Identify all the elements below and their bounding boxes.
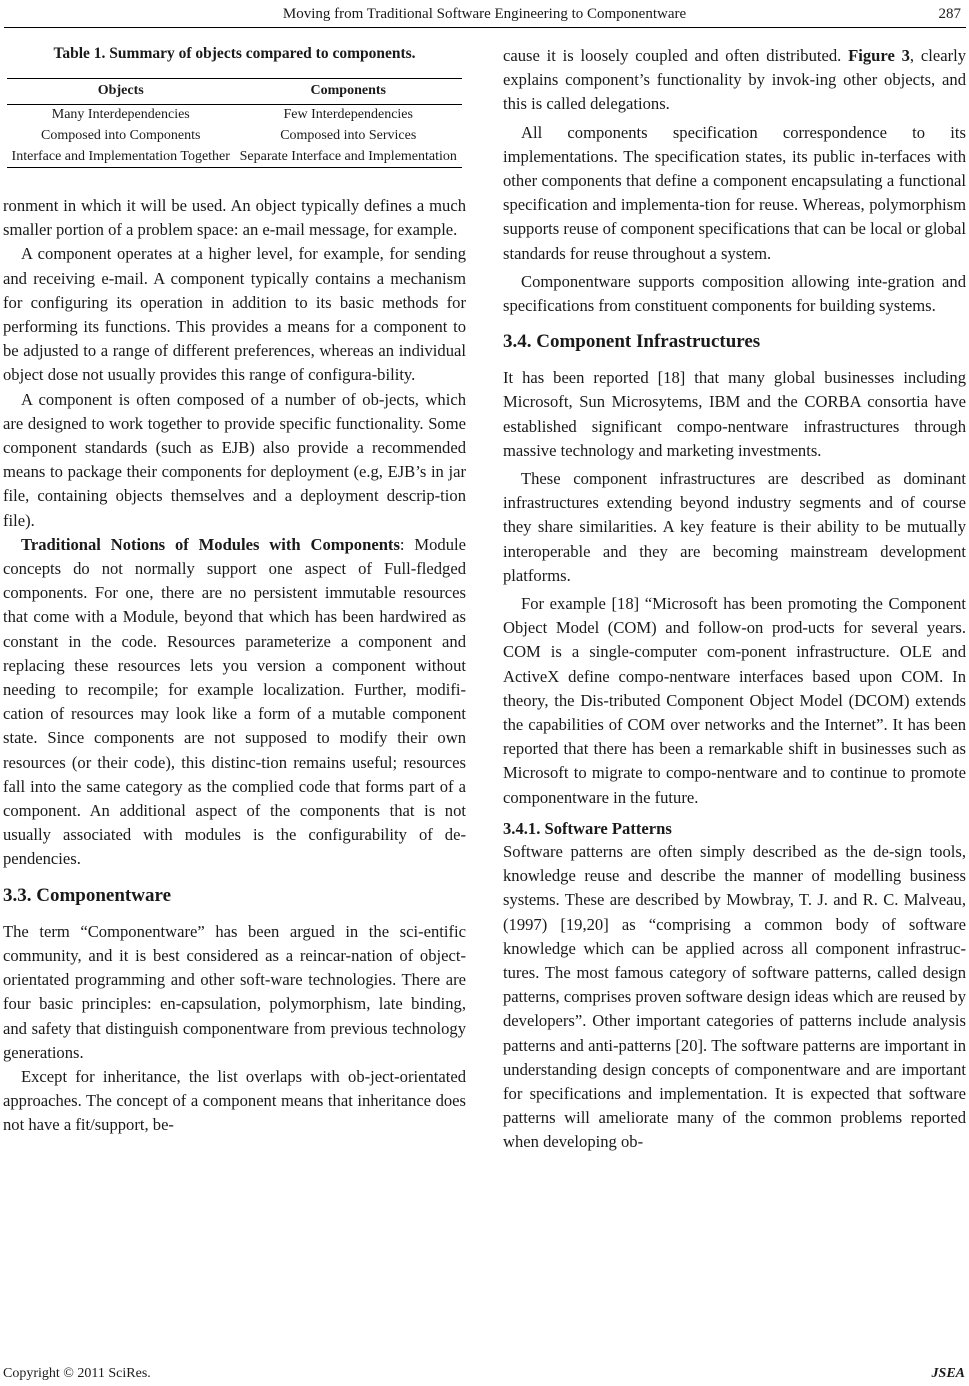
- table-cell: Composed into Services: [280, 128, 417, 143]
- paragraph: All components specification correspondence to its implementations. The specification states, its public in-terfaces with other components that define a component encapsulating a functional specification and implementa-tion for reuse. Whereas, polymorphism supports reuse of component specifications that can be local or global standards for reuse throughout a system.: [503, 122, 966, 263]
- running-title: Moving from Traditional Software Engineering to Componentware: [282, 6, 687, 22]
- paragraph: These component infrastructures are described as dominant infrastructures extending beyond industry segments and of course they share similarities. A key feature is their ability to be mutually interoperable and they are becoming mainstream development platforms.: [503, 469, 966, 585]
- right-column: [503, 44, 966, 1155]
- table-cell: Separate Interface and Implementation: [235, 147, 463, 168]
- paragraph: Componentware supports composition allowing inte-gration and specifications from constituent components for building systems.: [503, 271, 966, 316]
- table-header-row: [7, 79, 462, 105]
- table-row: [7, 126, 462, 147]
- section-heading-3-4: 3.4. Component Infrastructures: [503, 331, 761, 353]
- table-header-components: Components: [235, 79, 463, 105]
- table-cell: Interface and Implementation Together: [7, 147, 235, 168]
- table-cell: Few Interdependencies: [283, 107, 413, 122]
- paragraph: A component is often composed of a number of ob-jects, which are designed to work together to provide specific functionality. Some component standards (such as EJB) also provide a recommended means to package their components for deployment (e.g, EJB’s in jar file, containing objects themselves and a deployment descrip-tion file).: [3, 389, 466, 530]
- section-heading-3-3: 3.3. Componentware: [3, 884, 172, 906]
- left-column: [3, 44, 466, 1138]
- page-number: 287: [938, 6, 961, 22]
- table-header-objects: Objects: [7, 79, 235, 105]
- header-rule: [4, 27, 966, 28]
- paragraph: It has been reported [18] that many global businesses including Microsoft, Sun Microsytems, IBM and the CORBA consortia have established significant compo-nentware infrastructures through massive technology and marketing investments.: [503, 368, 966, 460]
- table-row: [7, 147, 462, 168]
- paragraph: The term “Componentware” has been argued in the sci-entific community, and it is best considered as a reincar-nation of object-orientated programming and other soft-ware technologies. There are four basic principles: en-capsulation, polymorphism, late binding, and safety that distinguish componentware from previous technology generations.: [3, 921, 466, 1062]
- paragraph: [3, 533, 466, 872]
- figure-reference: Figure 3: [848, 46, 910, 65]
- paragraph: Except for inheritance, the list overlaps with ob-ject-orientated approaches. The concept of a component means that inheritance does not have a fit/support, be-: [3, 1066, 466, 1135]
- table-caption: Table 1. Summary of objects compared to components.: [53, 45, 416, 62]
- table-row: [7, 105, 462, 127]
- table-cell: Many Interdependencies: [51, 107, 190, 122]
- paragraph: ronment in which it will be used. An object typically defines a much smaller portion of a problem space: an e-mail message, for example.: [3, 196, 466, 240]
- journal-name: JSEA: [931, 1366, 965, 1381]
- section-heading-3-4-1: 3.4.1. Software Patterns: [503, 818, 672, 838]
- paragraph: A component operates at a higher level, for example, for sending and receiving e-mail. A component typically contains a mechanism for configuring its operation in addition to its basic methods for performing its functions. This provides a means for a component to be adjusted to a range of different preferences, whereas an individual object dose not usually provides this range of configura-bility.: [3, 244, 466, 385]
- paragraph: For example [18] “Microsoft has been promoting the Component Object Model (COM) and follow-on prod-ucts for several years. COM is a single-computer com-ponent infrastructure. OLE and ActiveX define compo-nentware interfaces based upon COM. In theory, the Dis-tributed Component Object Model (DCOM) extends the capabilities of COM over networks and the Internet”. It has been reported that there has been a remarkable shift in businesses such as Microsoft to migrate to compo-nentware and to continue to promote componentware in the future.: [503, 594, 966, 807]
- running-header: [0, 4, 969, 26]
- paragraph: Software patterns are often simply described as the de-sign tools, knowledge reuse and describe the manner of modelling business systems. These are described by Mowbray, T. J. and R. C. Malveau, (1997) [19,20] as “comprising a common body of software knowledge which can be applied across all component infrastruc-tures. The most famous category of software patterns, called design patterns, comprises proven software design ideas which are reused by developers”. Other important categories of patterns include analysis patterns and anti-patterns [20]. The software patterns are important in understanding design concepts of componentware and are important for specifications and implementation. It is expected that software patterns will ameliorate many of the common problems reported when developing ob-: [503, 841, 966, 1152]
- run-in-heading: Traditional Notions of Modules with Components: [21, 534, 400, 554]
- copyright: Copyright © 2011 SciRes.: [3, 1366, 151, 1381]
- paragraph: cause it is loosely coupled and often distributed. Figure 3, clearly explains component’s functionality by invok-ing other objects, and this is called delegations.: [503, 46, 967, 114]
- table-cell: Composed into Components: [41, 128, 201, 143]
- summary-table: [7, 78, 462, 168]
- paragraph-body: : Module concepts do not normally support one aspect of Full-fledged components. For one, there are no persistent immutable resources that come with a Module, beyond that which has been hardwired as constant in the code. Resources parameterize a component and replacing these resources lets you version a component without needing to recompile; for example localization. Further, modifi-cation of resources may look like a form of a mutable component state. Since components are not supposed to modify their own resources (or their code), this distinc-tion remains useful; resources fall into the same category as the complied code that forms part of a component. An additional aspect of the components that is not usually associated with modules is the configurability of de-pendencies.: [3, 534, 466, 869]
